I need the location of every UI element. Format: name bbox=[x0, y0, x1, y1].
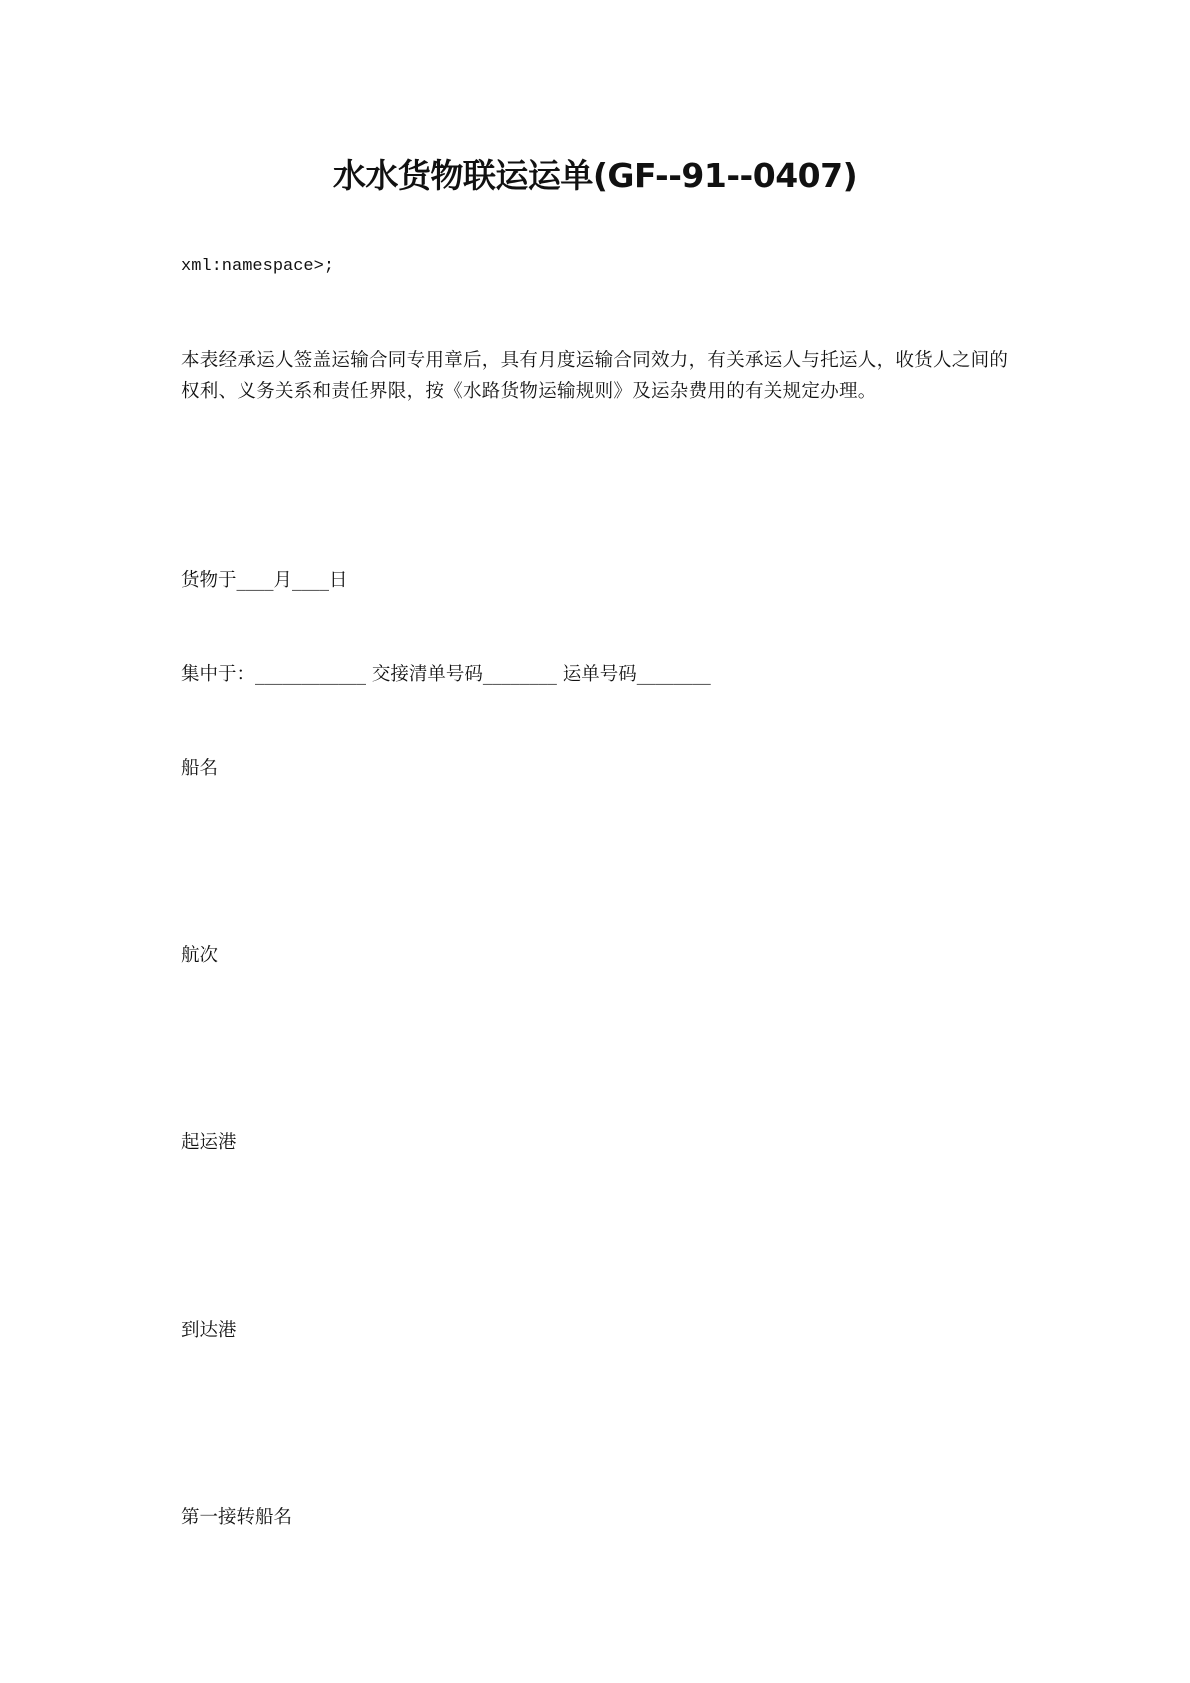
concentration-field: 集中于：____________ 交接清单号码________ 运单号码________ bbox=[181, 664, 711, 685]
arrival-port-label: 到达港 bbox=[181, 1320, 237, 1341]
ship-name-label: 船名 bbox=[181, 758, 219, 779]
namespace-line: xml:namespace>; bbox=[181, 257, 335, 276]
voyage-label: 航次 bbox=[181, 945, 219, 966]
cargo-date-field: 货物于____月____日 bbox=[181, 570, 348, 591]
departure-port-label: 起运港 bbox=[181, 1132, 237, 1153]
first-transfer-ship-label: 第一接转船名 bbox=[181, 1507, 293, 1528]
intro-paragraph: 本表经承运人签盖运输合同专用章后，具有月度运输合同效力，有关承运人与托运人，收货人之间的权利、义务关系和责任界限，按《水路货物运输规则》及运杂费用的有关规定办理。 bbox=[181, 350, 1009, 402]
document-title: 水水货物联运运单(GF--91--0407) bbox=[332, 156, 858, 195]
